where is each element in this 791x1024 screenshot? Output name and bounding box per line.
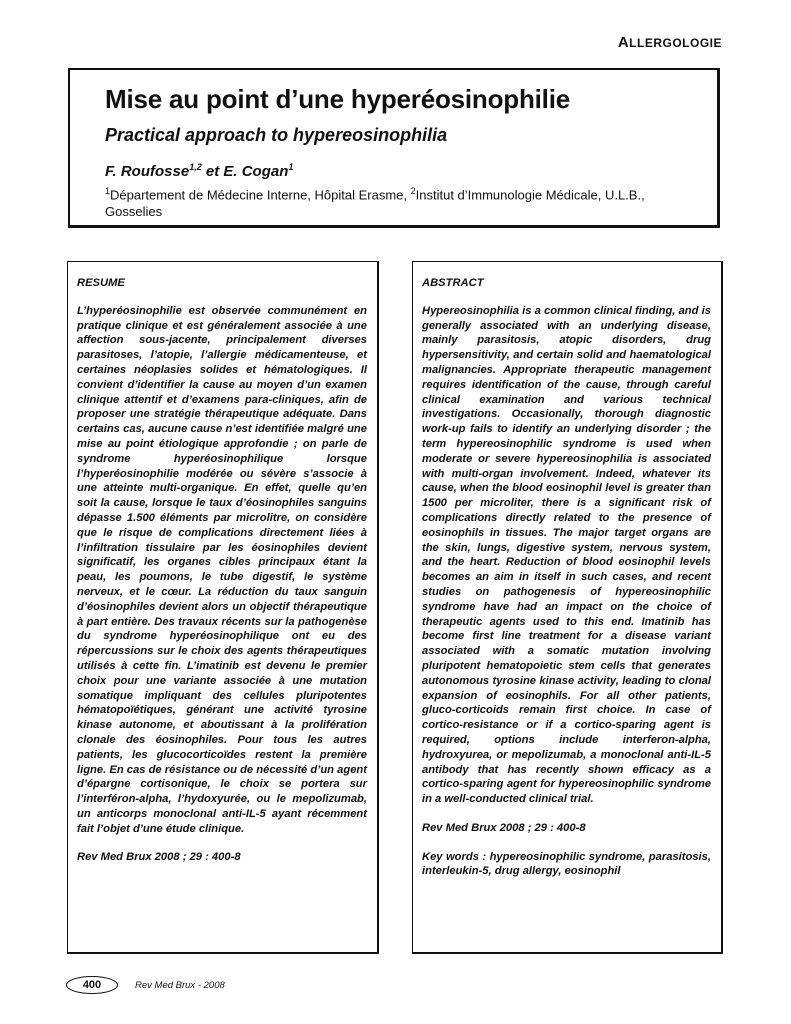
authors: F. Roufosse$^{1,2}$ et E. Cogan$^1$ [105,162,294,180]
footer-journal: Rev Med Brux - 2008 [135,979,225,991]
resume-body: L’hyperéosinophilie est observée communément en pratique clinique et est généralement associée à une affection sous-jacente, principalement diverses parasitoses, l’atopie, l’allergie médicamenteuse, et certaines néoplasies solides et hématologiques. Il convient d’identifier la cause au moyen d’un examen clinique attentif et d’examens para-cliniques, afin de proposer une stratégie thérapeutique adéquate. Dans certains cas, aucune cause n’est identifiée malgré une mise au point étiologique approfondie ; on parle de syndrome hyperéosinophilique lorsque l’hyperéosinophilie modérée ou sévère s’associe à une atteinte multi-organique. En effet, quelle qu’en soit la cause, lorsque le taux d’éosinophiles sanguins dépasse 1.500 éléments par microlitre, on considère que le risque de complications directement liées à l’infiltration tissulaire par les éosinophiles devient significatif, les organes cibles principaux étant la peau, les poumons, le tube digestif, le système nerveux, et le cœur. La réduction du taux sanguin d’éosinophiles devient alors un objectif thérapeutique à part entière. Des travaux récents sur la pathogenèse du syndrome hyperéosinophilique ont eu des répercussions sur le choix des agents thérapeutiques utilisés à cette fin. L’imatinib est devenu le premier choix pour une variante associée à une mutation somatique impliquant des cellules pluripotentes hématopoïétiques, générant une activité tyrosine kinase autonome, et aboutissant à la prolifération clonale des éosinophiles. Pour tous les autres patients, les glucocorticoïdes restent la première ligne. En cas de résistance ou de nécessité d’un agent d’épargne cortisonique, le choix se portera sur l’interféron-alpha, l’hydoxyurée, ou le mepolizumab, un anticorps monoclonal anti-IL-5 ayant récemment fait l’objet d’une étude clinique. [77,304,367,835]
affiliation: $^1$Département de Médecine Interne, Hôpital Erasme, $^2$Institut d’Immunologie Médicale, U.L.B., Gosselies [105,186,645,220]
abstract-keywords: Key words : hypereosinophilic syndrome, parasitosis, interleukin-5, drug allergy, eosinophil [422,850,711,878]
abstract-box [412,261,723,954]
abstract-heading: ABSTRACT [422,277,484,289]
article-title: Mise au point d’une hyperéosinophilie [105,84,570,114]
resume-box [67,261,379,954]
resume-reference: Rev Med Brux 2008 ; 29 : 400-8 [77,851,241,864]
page-number: 400 [66,976,118,994]
page-footer [66,976,225,994]
section-label: ALLERGOLOGIE [617,34,722,51]
resume-heading: RESUME [77,277,125,289]
abstract-reference: Rev Med Brux 2008 ; 29 : 400-8 [422,821,586,834]
title-box [68,68,720,228]
abstract-body: Hypereosinophilia is a common clinical finding, and is generally associated with an underlying disease, mainly parasitosis, atopic disorders, drug hypersensitivity, and certain solid and haematological malignancies. Appropriate therapeutic management requires identification of the cause, through careful clinical examination and various technical investigations. Occasionally, thorough diagnostic work-up fails to identify an underlying disorder ; the term hypereosinophilic syndrome is used when moderate or severe hypereosinophilia is associated with multi-organ involvement. Indeed, whatever its cause, when the blood eosinophil level is greater than 1500 per microliter, there is a significant risk of complications directly related to the presence of eosinophils in tissues. The major target organs are the skin, lungs, digestive system, nervous system, and the heart. Reduction of blood eosinophil levels becomes an aim in itself in such cases, and recent studies on pathogenesis of hypereosinophilic syndrome have had an impact on the choice of therapeutic agents used to this end. Imatinib has become first line treatment for a disease variant associated with a somatic mutation involving pluripotent hematopoietic stem cells that generates autonomous tyrosine kinase activity, leading to clonal expansion of eosinophils. For all other patients, gluco-corticoids remain first choice. In case of cortico-resistance or if a cortico-sparing agent is required, options include interferon-alpha, hydroxyurea, or mepolizumab, a monoclonal anti-IL-5 antibody that has recently shown efficacy as a cortico-sparing agent for hypereosinophilic syndrome in a well-conducted clinical trial. [422,304,711,806]
article-subtitle: Practical approach to hypereosinophilia [105,125,448,145]
